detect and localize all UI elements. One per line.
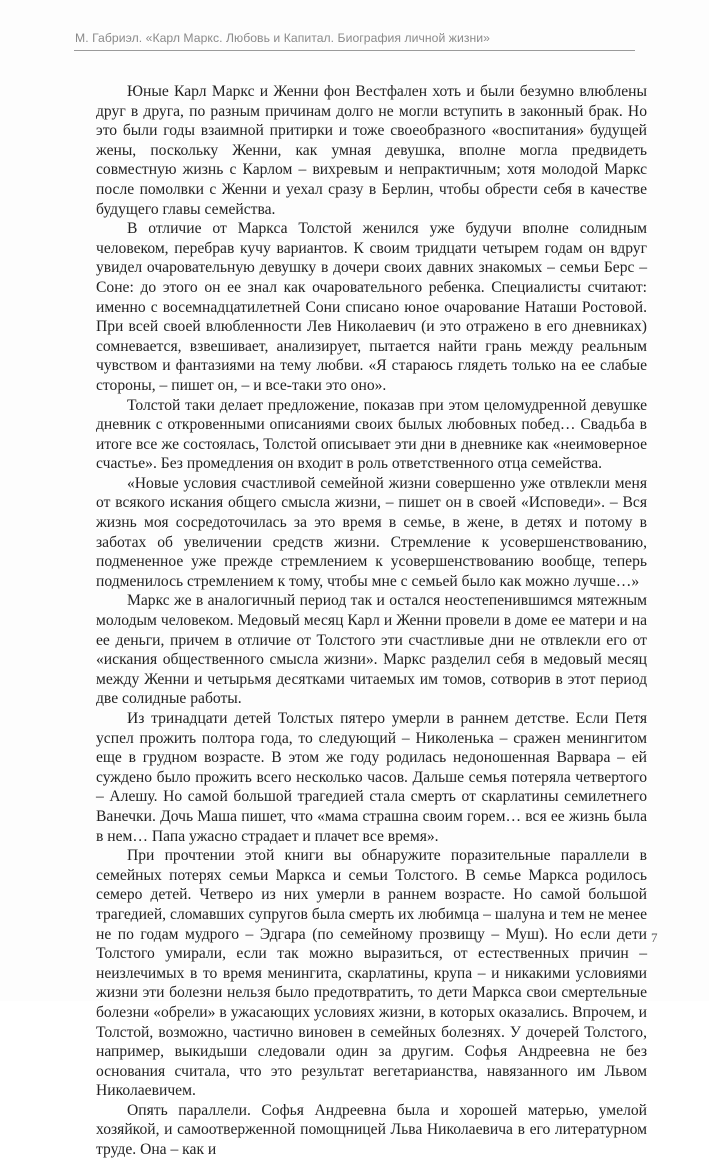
paragraph: Из тринадцати детей Толстых пятеро умерли в раннем детстве. Если Петя успел прожить полтора года, то следующий – Николенька – сражен менингитом еще в грудном возрасте. В этом же году родилась недоношенная Варвара – ей суждено было прожить всего несколько часов. Дальше семья потеряла четвертого – Алешу. Но самой большой трагедией стала смерть от скарлатины семилетнего Ванечки. Дочь Маша пишет, что «мама страшна своим горем… вся ее жизнь была в нем… Папа ужасно страдает и плачет все время». — [96, 710, 647, 845]
header-divider — [74, 50, 635, 51]
page-number: 7 — [651, 930, 658, 945]
paragraph: В отличие от Маркса Толстой женился уже будучи вполне солидным человеком, перебрав кучу вариантов. К своим тридцати четырем годам он вдруг увидел очаровательную девушку в дочери своих давних знакомых – семьи Берс – Соне: до этого он ее знал как очаровательного ребенка. Специалисты считают: именно с восемнадцатилетней Сони списано юное очарование Наташи Ростовой. При всей своей влюбленности Лев Николаевич (и это отражено в его дневниках) сомневается, взвешивает, анализирует, пытается найти грань между реальным чувством и фантазиями на тему любви. «Я стараюсь глядеть только на ее слабые стороны, – пишет он, – и все-таки это оно». — [96, 220, 647, 394]
paragraph: При прочтении этой книги вы обнаружите поразительные параллели в семейных потерях семьи Маркса и семьи Толстого. В семье Маркса родилось семеро детей. Четверо из них умерли в раннем возрасте. Но самой большой трагедией, сломавших супругов была смерть их любимца – шалуна и тем не менее не по годам мудрого – Эдгара (по семейному прозвищу – Муш). Но если дети Толстого умирали, если так можно выразиться, от естественных причин – неизлечимых в то время менингита, скарлатины, крупа – и никакими условиями жизни эти болезни нельзя было предотвратить, то дети Маркса свои смертельные болезни «обрели» в ужасающих условиях жизни, в которых оказались. Впрочем, и Толстой, возможно, частично виновен в семейных болезнях. У дочерей Толстого, например, выкидыши следовали один за другим. Софья Андреевна не без основания считала, что это результат вегетарианства, навязанного им Львом Николаевичем. — [96, 847, 647, 1100]
paragraph: «Новые условия счастливой семейной жизни совершенно уже отвлекли меня от всякого искания общего смысла жизни, – пишет он в своей «Исповеди». – Вся жизнь моя сосредоточилась за это время в семье, в жене, в детях и потому в заботах об увеличении средств жизни. Стремление к усовершенствованию, подмененное уже прежде стремлением к усовершенствованию вообще, теперь подменилось стремлением к тому, чтобы мне с семьей было как можно лучше…» — [96, 474, 647, 590]
running-header: М. Габриэл. «Карл Маркс. Любовь и Капитал. Биография личной жизни» — [75, 31, 490, 45]
paragraph: Опять параллели. Софья Андреевна была и хорошей матерью, умелой хозяйкой, и самоотверженной помощницей Льва Николаевича в его литературном труде. Она – как и — [96, 1101, 647, 1159]
body-text — [96, 82, 647, 1160]
paragraph: Маркс же в аналогичный период так и остался неостепенившимся мятежным молодым человеком. Медовый месяц Карл и Женни провели в доме ее матери и на ее деньги, причем в отличие от Толстого эти счастливые дни не отвлекли его от «искания общественного смысла жизни». Маркс разделил себя в медовый месяц между Женни и четырьмя десятками читаемых им томов, сотворив в этот период две солидные работы. — [96, 592, 647, 708]
paragraph: Толстой таки делает предложение, показав при этом целомудренной девушке дневник с откровенными описаниями своих былых любовных побед… Свадьба в итоге все же состоялась, Толстой описывает эти дни в дневнике как «неимоверное счастье». Без промедления он входит в роль ответственного отца семейства. — [96, 396, 647, 473]
paragraph: Юные Карл Маркс и Женни фон Вестфален хоть и были безумно влюблены друг в друга, по разным причинам долго не могли вступить в законный брак. Но это были годы взаимной притирки и тоже своеобразного «воспитания» будущей жены, поскольку Женни, как умная девушка, вполне могла предвидеть совместную жизнь с Карлом – вихревым и непрактичным; хотя молодой Маркс после помолвки с Женни и уехал сразу в Берлин, чтобы обрести себя в качестве будущего главы семейства. — [96, 83, 647, 218]
